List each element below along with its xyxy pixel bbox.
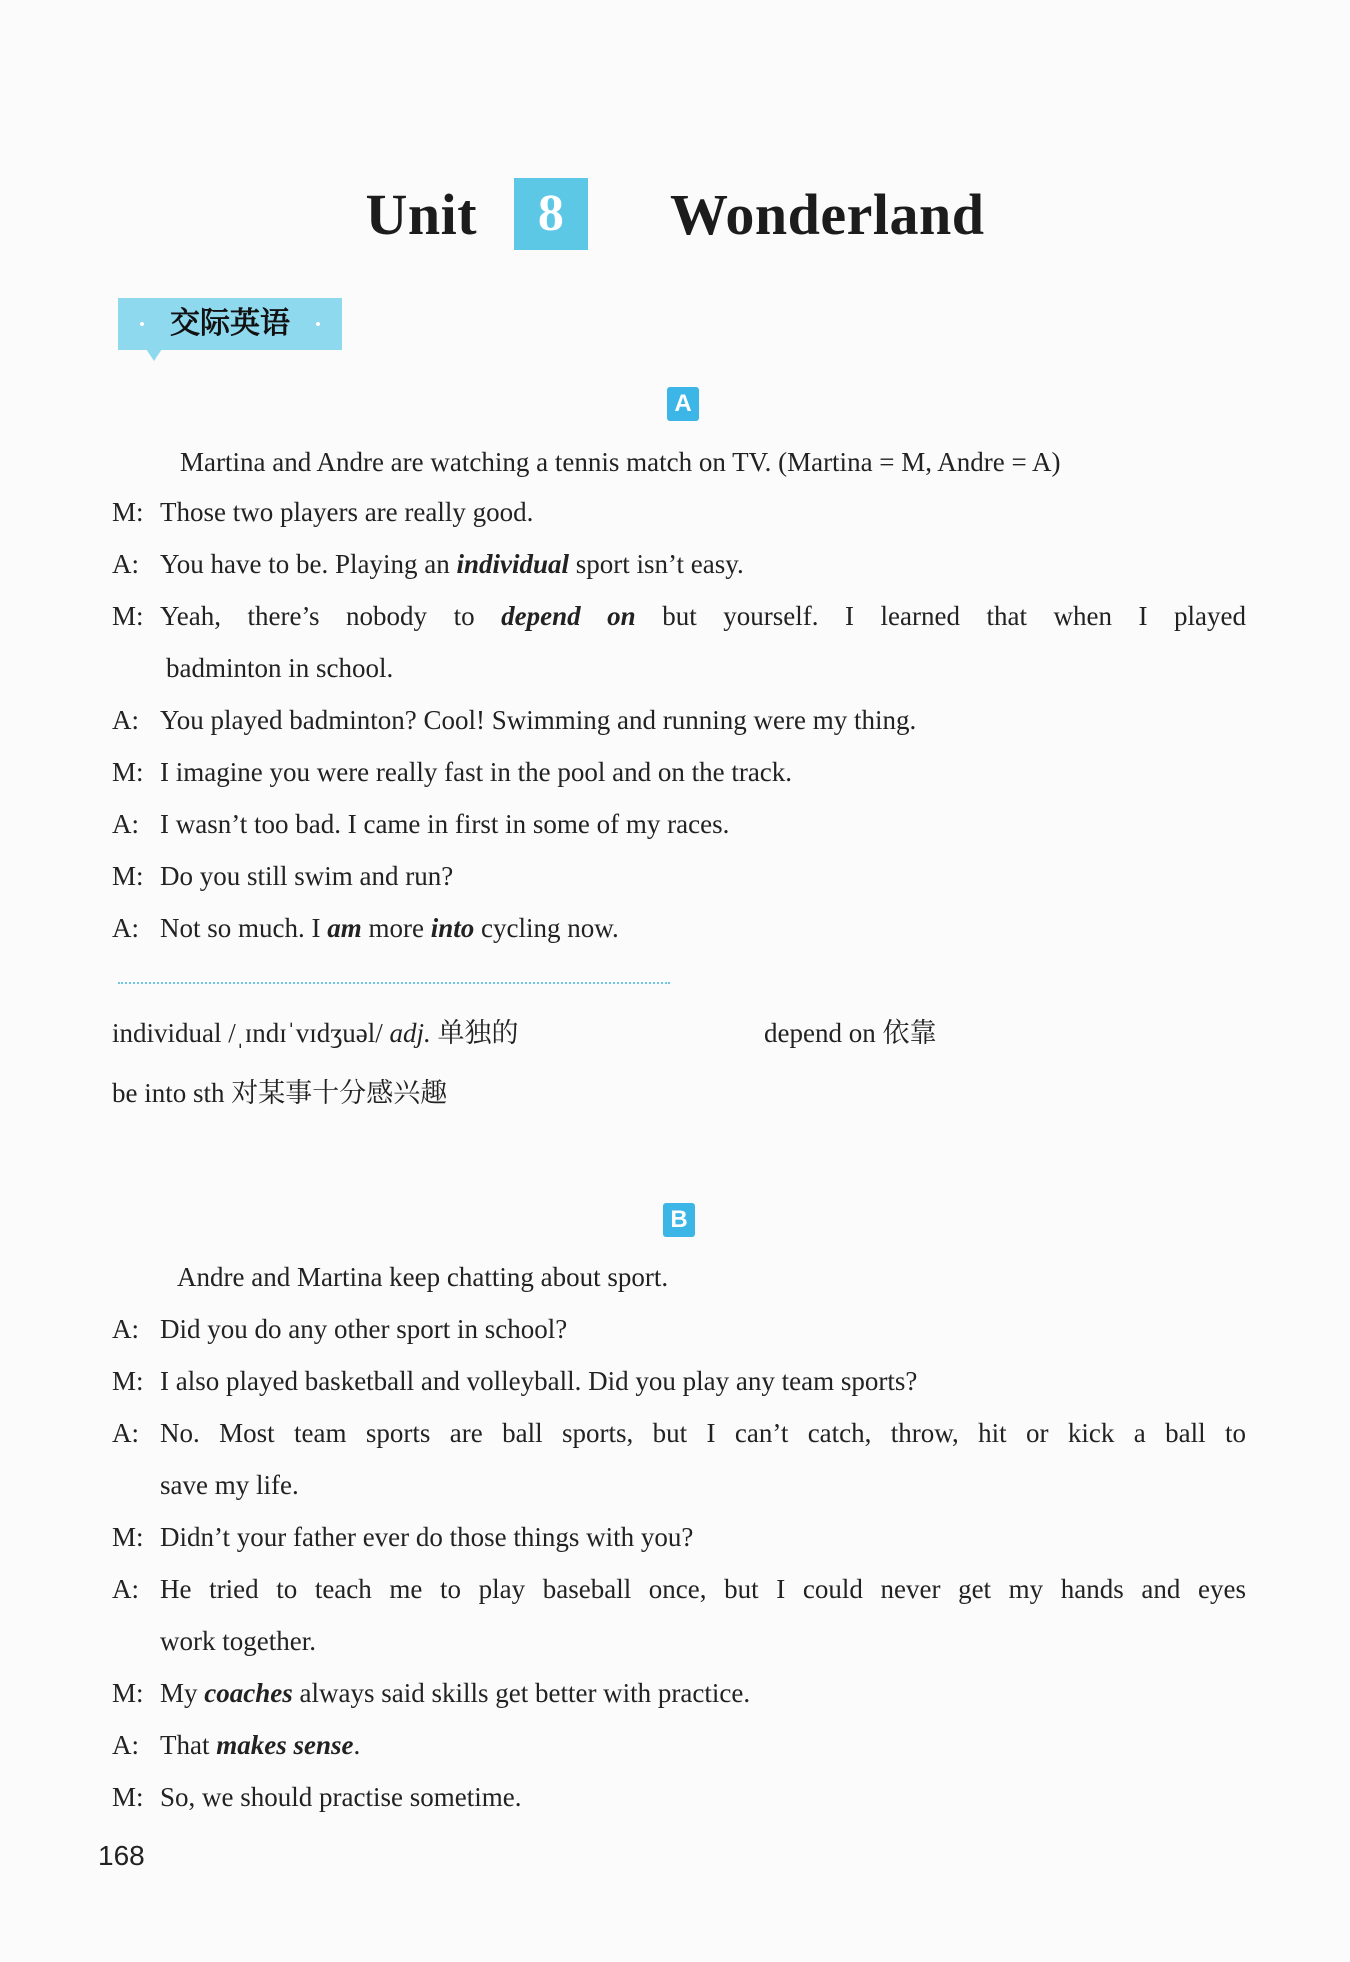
- line-text: That: [160, 1730, 217, 1760]
- line-text: My: [160, 1678, 205, 1708]
- dialogue-line-continued: badminton in school.: [166, 653, 394, 683]
- unit-number-badge: 8: [514, 178, 588, 250]
- speaker-label: M:: [112, 1782, 144, 1812]
- line-text: You played badminton? Cool! Swimming and running were my thing.: [160, 705, 917, 735]
- speaker-label: A:: [112, 1418, 139, 1448]
- speaker-label: A:: [112, 1574, 139, 1604]
- section-b-badge: B: [663, 1203, 695, 1237]
- speaker-label: M:: [112, 1678, 144, 1708]
- line-text: more: [361, 913, 431, 943]
- line-text: Those two players are really good.: [160, 497, 534, 527]
- vocab-phonetic: /ˌɪndɪˈvɪdʒuəl/: [228, 1018, 383, 1048]
- dialogue-line: [112, 806, 1246, 842]
- line-text: I imagine you were really fast in the pool and on the track.: [160, 757, 793, 787]
- line-text: Do you still swim and run?: [160, 861, 454, 891]
- line-text: sport isn’t easy.: [569, 549, 744, 579]
- speaker-label: M:: [112, 861, 144, 891]
- keyword: am: [327, 913, 362, 943]
- line-text: You have to be. Playing an: [160, 549, 457, 579]
- speaker-label: M:: [112, 601, 144, 631]
- dialogue-line-continued: save my life.: [160, 1470, 299, 1500]
- dialogue-line: [112, 1571, 1246, 1607]
- dotted-divider: [118, 982, 670, 984]
- section-b-intro: Andre and Martina keep chatting about sport.: [177, 1262, 669, 1292]
- dialogue-line: [112, 1519, 1246, 1555]
- keyword: makes sense: [216, 1730, 354, 1760]
- line-text: always said skills get better with practice.: [292, 1678, 751, 1708]
- dialogue-line-continued: work together.: [160, 1626, 316, 1656]
- vocab-entry-individual: [112, 1015, 518, 1051]
- dialogue-line: [112, 858, 1246, 894]
- speaker-label: A:: [112, 809, 139, 839]
- vocab-entry-be-into: be into sth 对某事十分感兴趣: [112, 1078, 448, 1108]
- dialogue-line: [112, 1727, 1246, 1763]
- line-text: He tried to teach me to play baseball once, but I could never get my hands and eyes: [160, 1574, 1246, 1604]
- line-text: Did you do any other sport in school?: [160, 1314, 568, 1344]
- vocab-meaning: 单独的: [437, 1018, 519, 1048]
- speaker-label: M:: [112, 1366, 144, 1396]
- dialogue-line: [112, 1779, 1246, 1815]
- dialogue-line: [112, 754, 1246, 790]
- speaker-label: M:: [112, 497, 144, 527]
- line-text: cycling now.: [474, 913, 619, 943]
- dialogue-line: [112, 1311, 1246, 1347]
- unit-word: Unit: [365, 182, 478, 247]
- section-tag: 交际英语: [118, 298, 342, 350]
- vocab-part-of-speech: adj.: [389, 1018, 431, 1048]
- speaker-label: A:: [112, 1314, 139, 1344]
- line-text: I wasn’t too bad. I came in first in some of my races.: [160, 809, 730, 839]
- line-text: Yeah, there’s nobody to: [160, 601, 502, 631]
- dialogue-line: [112, 1675, 1246, 1711]
- speaker-label: A:: [112, 1730, 139, 1760]
- dialogue-line: [112, 1415, 1246, 1451]
- vocab-entry-depend-on: depend on 依靠: [764, 1018, 937, 1048]
- keyword: depend on: [501, 601, 636, 631]
- speaker-label: A:: [112, 705, 139, 735]
- section-a-intro: Martina and Andre are watching a tennis match on TV. (Martina = M, Andre = A): [180, 447, 1061, 477]
- line-text: I also played basketball and volleyball. Did you play any team sports?: [160, 1366, 918, 1396]
- speaker-label: M:: [112, 757, 144, 787]
- line-text: So, we should practise sometime.: [160, 1782, 522, 1812]
- line-text: but yourself. I learned that when I played: [635, 601, 1247, 631]
- dialogue-line: [112, 598, 1246, 634]
- section-tag-tail: [146, 349, 162, 361]
- dialogue-line: [112, 494, 1246, 530]
- line-text: No. Most team sports are ball sports, but I can’t catch, throw, hit or kick a ball to: [160, 1418, 1246, 1448]
- unit-name: Wonderland: [670, 182, 985, 247]
- keyword: coaches: [204, 1678, 293, 1708]
- line-text: Didn’t your father ever do those things with you?: [160, 1522, 694, 1552]
- speaker-label: M:: [112, 1522, 144, 1552]
- speaker-label: A:: [112, 913, 139, 943]
- keyword: individual: [456, 549, 570, 579]
- dialogue-line: [112, 546, 1246, 582]
- page-number: 168: [98, 1840, 145, 1871]
- keyword: into: [430, 913, 475, 943]
- dialogue-line: [112, 910, 1246, 946]
- line-text: .: [353, 1730, 361, 1760]
- speaker-label: A:: [112, 549, 139, 579]
- line-text: Not so much. I: [160, 913, 328, 943]
- unit-title: [0, 178, 1350, 250]
- section-a-badge: A: [667, 387, 699, 421]
- dialogue-line: [112, 1363, 1246, 1399]
- vocab-word: individual: [112, 1018, 222, 1048]
- dialogue-line: [112, 702, 1246, 738]
